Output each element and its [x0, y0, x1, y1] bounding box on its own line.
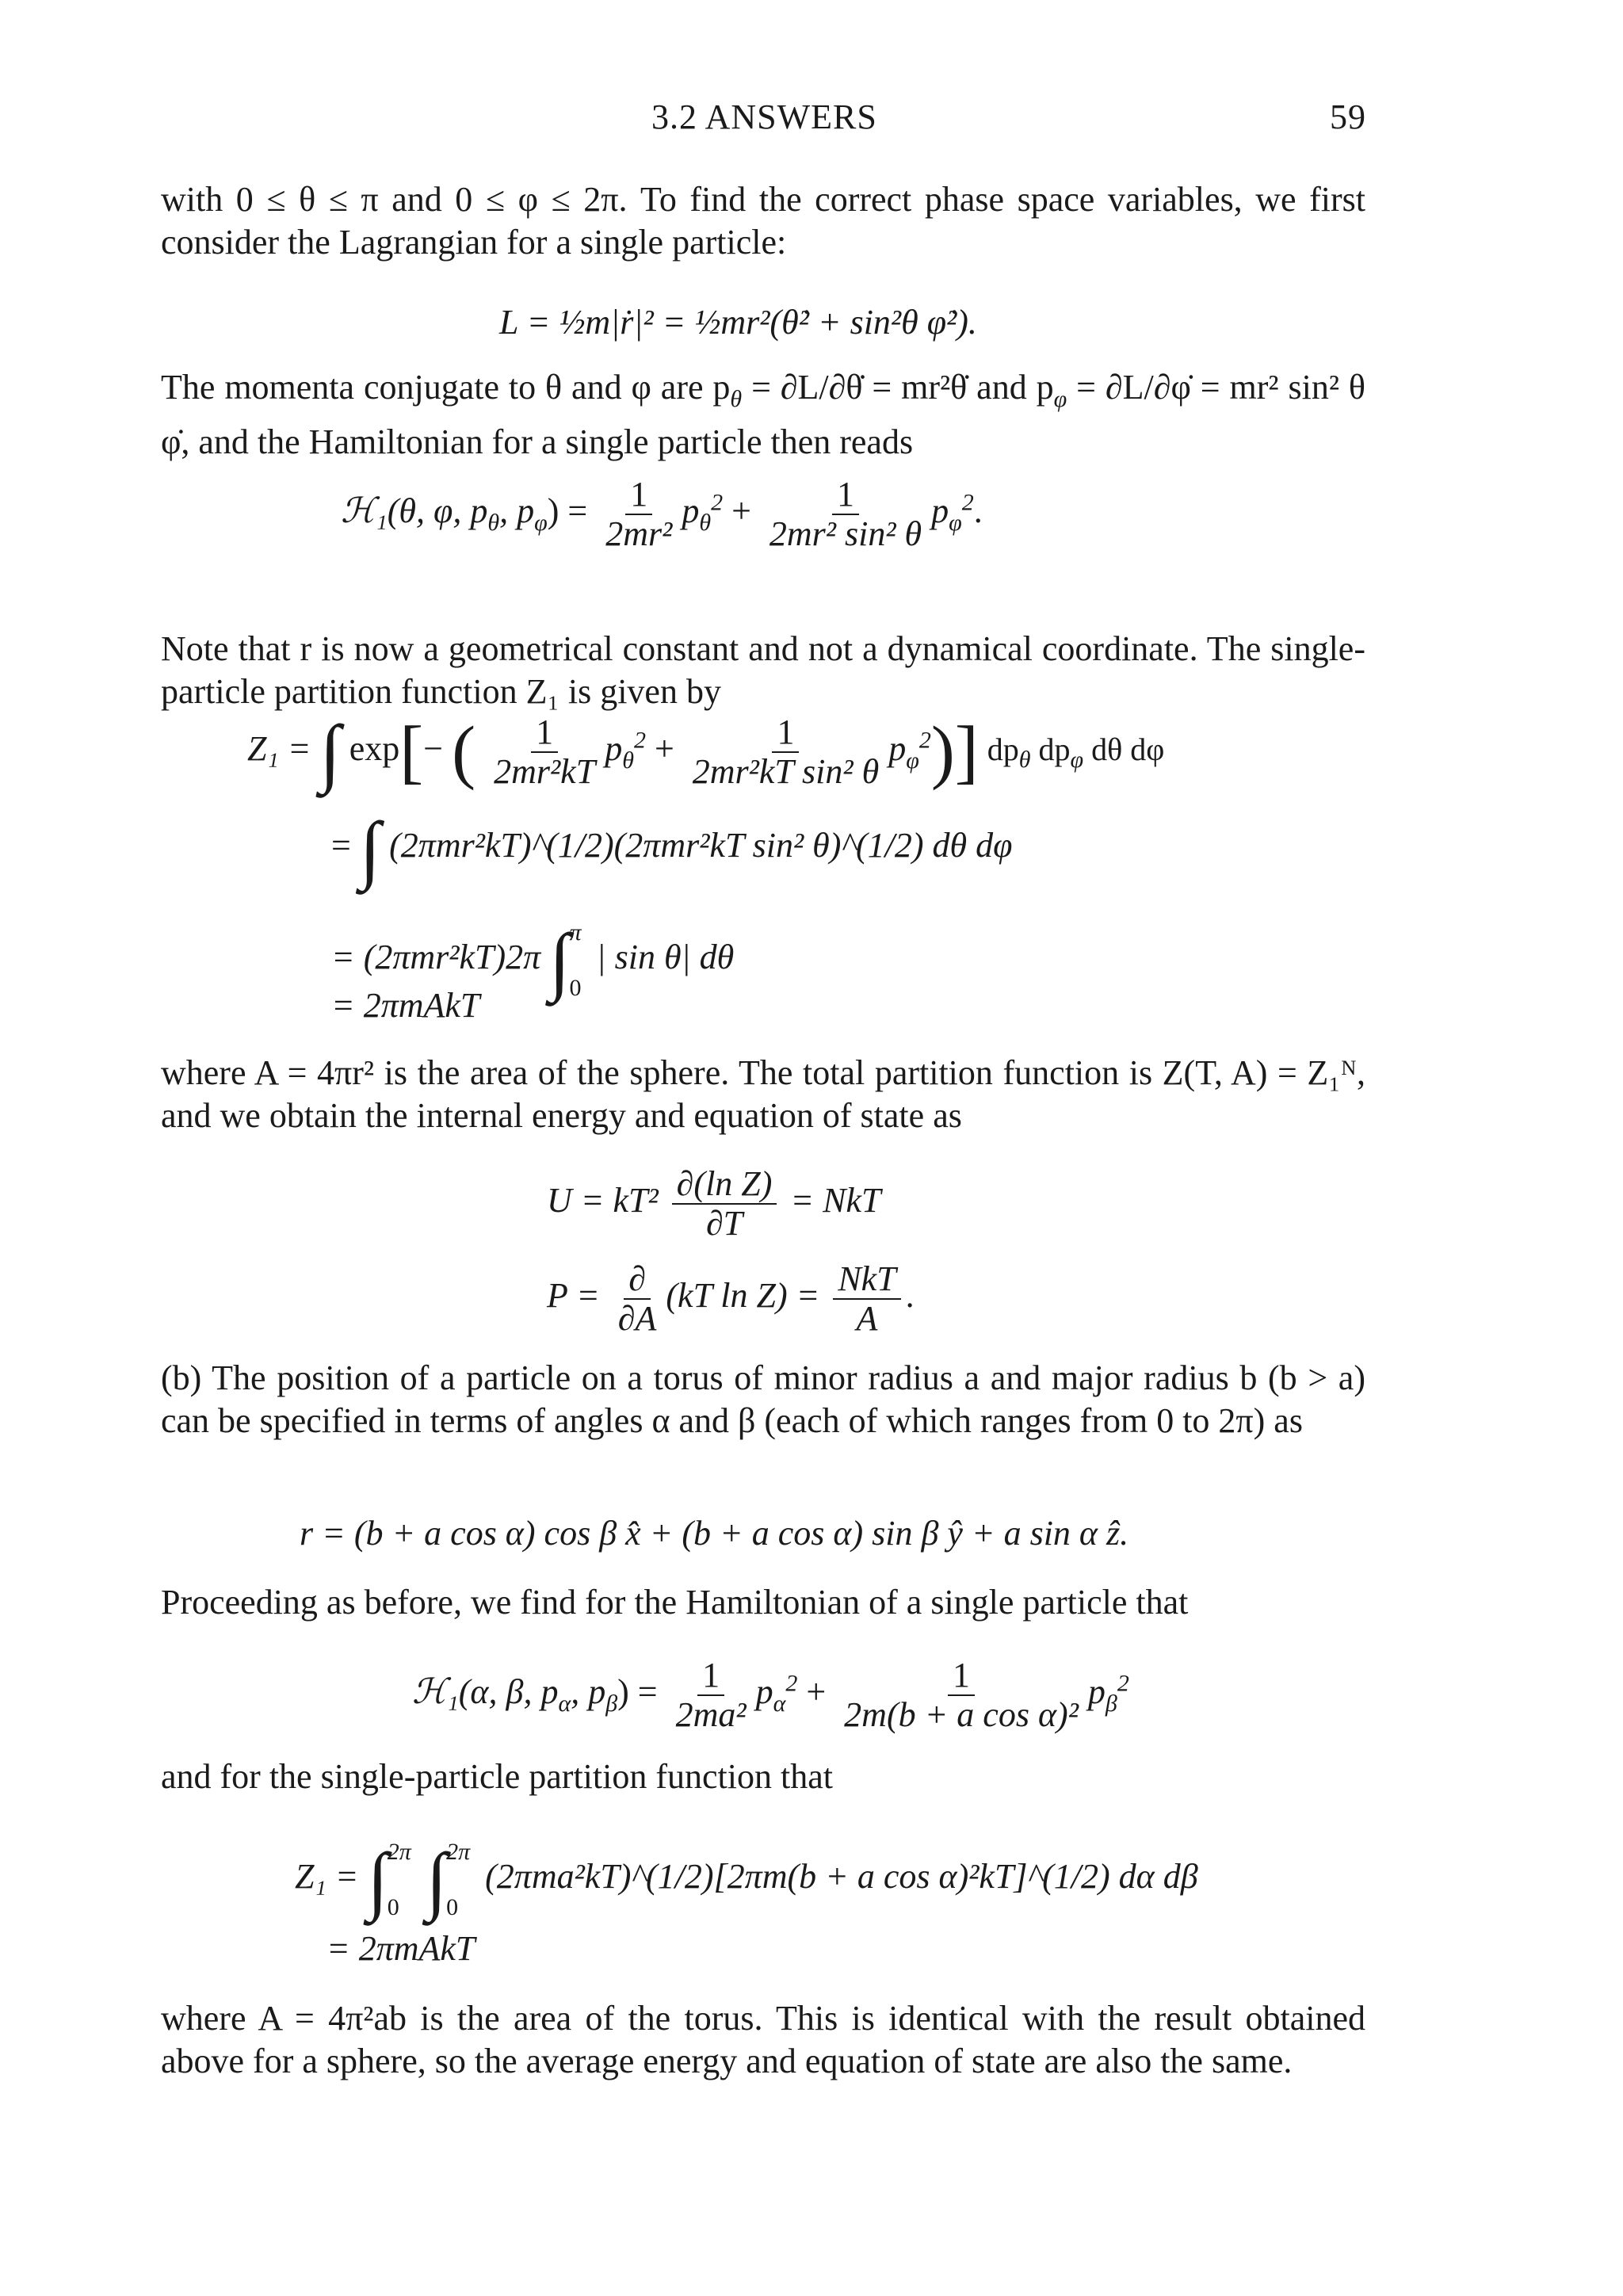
integral-sign: ∫ [549, 918, 571, 1003]
equation-partition-sphere-line3: = (2πmr²kT)2π ∫ π 0 | sin θ| dθ [331, 918, 735, 1003]
equation-partition-sphere-line2: = ∫ (2πmr²kT)^(1/2)(2πmr²kT sin² θ)^(1/2) dθ dφ [331, 805, 1013, 891]
fraction: $\frac{1}{\text{2mr² sin² θ}}$ [769, 475, 922, 553]
integral-limits: π 0 [569, 919, 582, 1001]
equation-hamiltonian-torus: ℋ₁(α, β, $p_\alpha$, $p_\beta$) = $\frac{1}{\text{2ma²}}$ $p_\alpha^2$ + $\frac{1}{\text{2m(b + a cos α)²}}$ $p_\beta^2$ [412, 1656, 1129, 1734]
paragraph-4: where A = 4πr² is the area of the sphere. The total partition function is Z(T, A) = Z₁ᴺ, and we obtain the internal energy and equation of state as [161, 1053, 1365, 1135]
fraction: $\frac{\text{NkT}}{A}$ [833, 1260, 900, 1338]
paragraph-1: with 0 ≤ θ ≤ π and 0 ≤ φ ≤ 2π. To find the correct phase space variables, we first consider the Lagrangian for a single particle: [161, 180, 1365, 262]
integral-sign: ∫ [359, 805, 381, 891]
fraction: $\frac{\partial}{\partial A}$ [617, 1259, 657, 1338]
equation-of-state: P = $\frac{\partial}{\partial A}$ (kT ln Z) = $\frac{\text{NkT}}{A}$ . [547, 1259, 915, 1338]
paragraph-8: where A = 4π²ab is the area of the torus. This is identical with the result obtained above for a sphere, so the average energy and equation of state are also the same. [161, 1999, 1365, 2080]
paragraph-6: Proceeding as before, we find for the Hamiltonian of a single particle that [161, 1583, 1189, 1622]
paragraph-2: The momenta conjugate to θ and φ are $p_\theta$ = ∂L/∂θ̇ = mr²θ̇ and $p_\varphi$ = ∂L/∂φ̇ = mr² sin² θ φ̇, and the Hamiltonian for a single particle then reads [161, 368, 1366, 461]
integral-sign: ∫ [426, 1837, 448, 1922]
equation-partition-sphere-line1: Z₁ = ∫ exp[− ( $\frac{1}{\text{2mr²kT}}$ $p_\theta^2$ + $\frac{1}{\text{2mr²kT sin² θ}}$ $p_\varphi^2$)] $dp_\theta$ $dp_\varphi$ dθ dφ [247, 709, 1165, 794]
equation-partition-torus: Z₁ = ∫ 2π 0 ∫ 2π 0 (2πma²kT)^(1/2)[2πm(b + a cos α)²kT]^(1/2) dα dβ [295, 1837, 1198, 1922]
fraction: $\frac{1}{\text{2mr²kT sin² θ}}$ [692, 712, 880, 791]
page-number: 59 [1330, 97, 1366, 136]
fraction: $\frac{1}{\text{2mr²}}$ [605, 475, 673, 553]
integral-limits: 2π 0 [387, 1839, 411, 1920]
running-header: 3.2 ANSWERS [651, 97, 877, 136]
paragraph-5: (b) The position of a particle on a torus of minor radius a and major radius b (b > a) can be specified in terms of angles α and β (each of which ranges from 0 to 2π) as [161, 1358, 1365, 1440]
equation-torus-position: r = (b + a cos α) cos β x̂ + (b + a cos α) sin β ŷ + a sin α ẑ. [300, 1514, 1129, 1553]
equation-lagrangian: L = ½m|ṙ|² = ½mr²(θ̇² + sin²θ φ̇²). [499, 303, 977, 342]
integral-sign: ∫ [319, 709, 341, 794]
fraction: $\frac{1}{\text{2ma²}}$ [675, 1656, 747, 1734]
equation-partition-sphere-result: = 2πmAkT [331, 986, 480, 1025]
fraction: $\frac{1}{\text{2mr²kT}}$ [494, 712, 596, 791]
equation-hamiltonian-sphere: ℋ₁(θ, φ, $p_\theta$, $p_\varphi$) = $\frac{1}{\text{2mr²}}$ $p_\theta^2$ + $\frac{1}{\text{2mr² sin² θ}}$ $p_\varphi^2$. [341, 475, 983, 553]
paragraph-7: and for the single-particle partition function that [161, 1757, 833, 1796]
fraction: $\frac{1}{\text{2m(b + a cos α)²}}$ [844, 1656, 1079, 1734]
integral-limits: 2π 0 [446, 1839, 471, 1920]
equation-internal-energy: U = kT² $\frac{\text{∂(ln Z)}}{\partial T}$ = NkT [547, 1164, 881, 1243]
fraction: $\frac{\text{∂(ln Z)}}{\partial T}$ [672, 1165, 777, 1243]
equation-partition-torus-result: = 2πmAkT [327, 1929, 475, 1968]
integral-sign: ∫ [367, 1837, 388, 1922]
paragraph-3: Note that r is now a geometrical constant and not a dynamical coordinate. The single-particle partition function Z₁ is given by [161, 629, 1365, 711]
